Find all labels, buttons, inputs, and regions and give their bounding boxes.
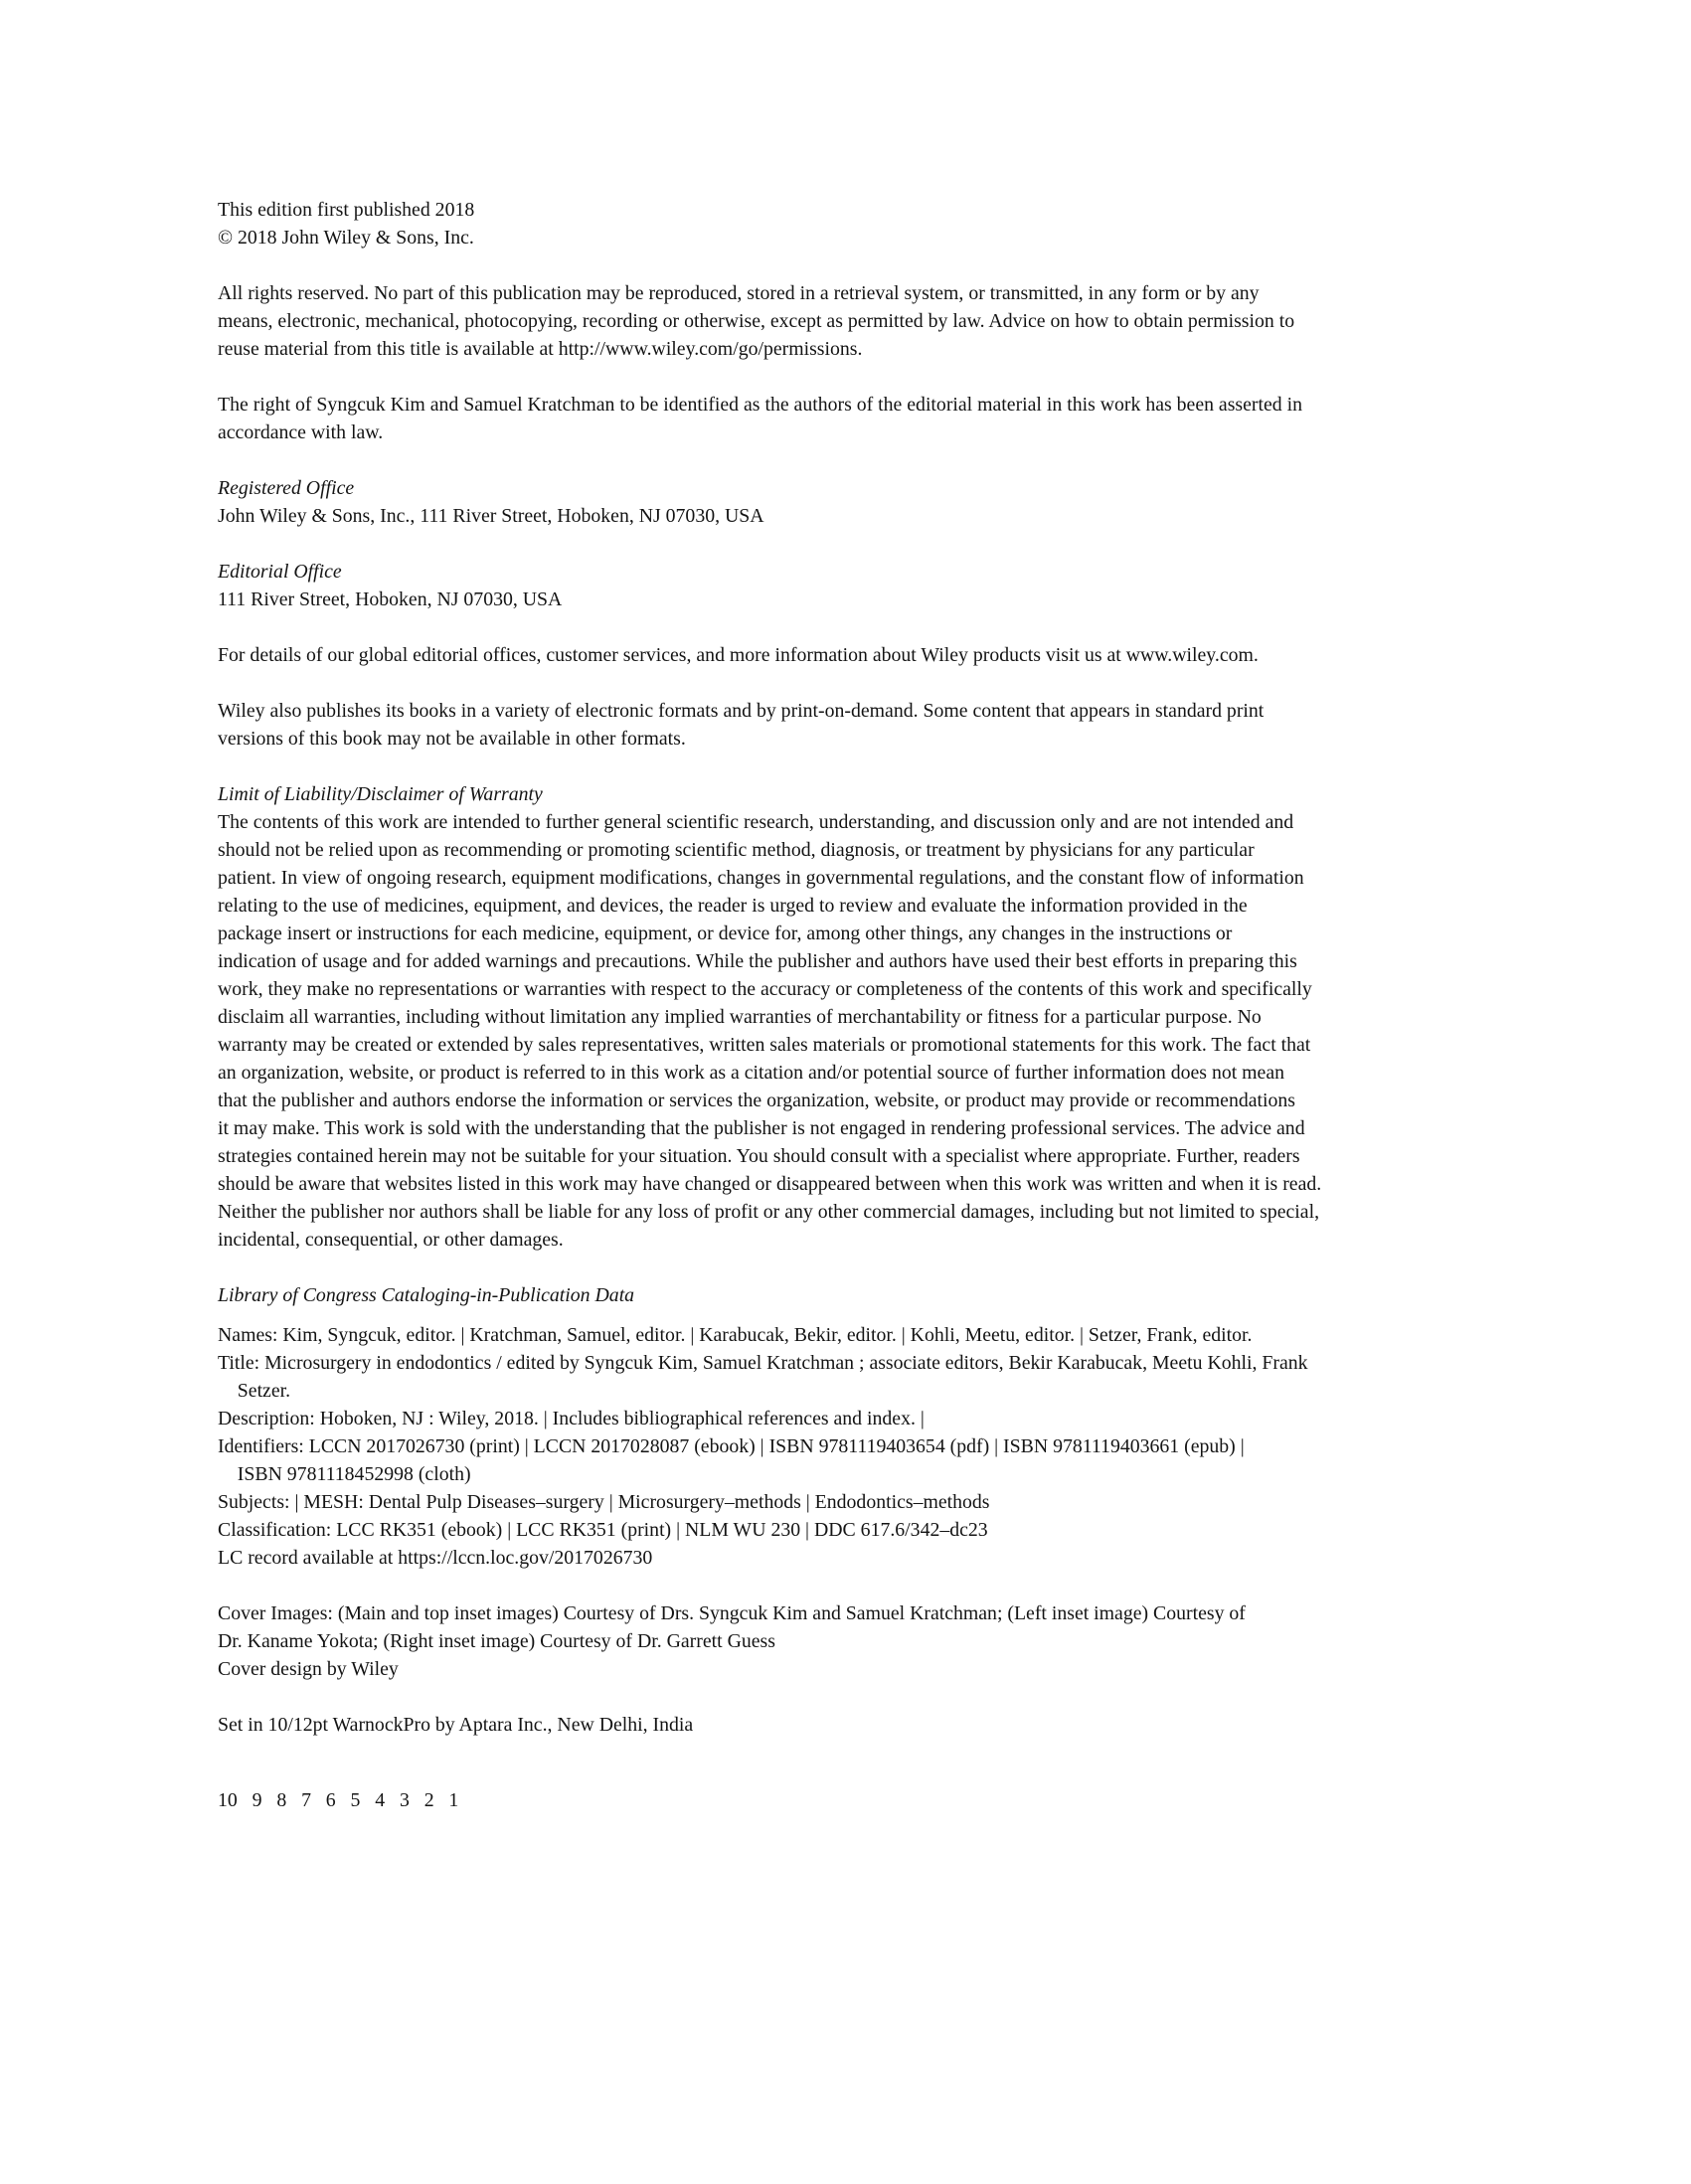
cover-credits-block	[218, 1599, 1522, 1683]
cip-data-block	[218, 1281, 1522, 1572]
text-line: incidental, consequential, or other damages.	[218, 1229, 564, 1251]
edition-lines	[218, 196, 1522, 252]
text-line: strategies contained herein may not be suitable for your situation. You should consult with a specialist where appropriate. Further, readers	[218, 1145, 1300, 1167]
authors-right-block	[218, 391, 1522, 446]
text-line: LC record available at https://lccn.loc.gov/2017026730	[218, 1547, 653, 1569]
registered-office-lines	[218, 502, 1522, 530]
text-line: © 2018 John Wiley & Sons, Inc.	[218, 227, 474, 249]
text-line: ISBN 9781118452998 (cloth)	[218, 1463, 471, 1485]
text-line: Dr. Kaname Yokota; (Right inset image) Courtesy of Dr. Garrett Guess	[218, 1630, 775, 1652]
text-line: means, electronic, mechanical, photocopying, recording or otherwise, except as permitted by law. Advice on how to obtain permission to	[218, 310, 1295, 332]
typesetting-block	[218, 1711, 1522, 1739]
text-line: Set in 10/12pt WarnockPro by Aptara Inc., New Delhi, India	[218, 1714, 694, 1736]
global-offices-lines	[218, 641, 1522, 669]
text-line: Identifiers: LCCN 2017026730 (print) | LCCN 2017028087 (ebook) | ISBN 9781119403654 (pdf) | ISBN 9781119403661 (epub) |	[218, 1435, 1245, 1457]
print-run-block	[218, 1786, 1522, 1814]
rights-reserved-block	[218, 279, 1522, 363]
text-line: The right of Syngcuk Kim and Samuel Kratchman to be identified as the authors of the editorial material in this work has been asserted in	[218, 394, 1302, 416]
typesetting-lines	[218, 1711, 1522, 1739]
text-line: John Wiley & Sons, Inc., 111 River Street, Hoboken, NJ 07030, USA	[218, 505, 764, 527]
rights-reserved-lines	[218, 279, 1522, 363]
cover-credits-lines	[218, 1599, 1522, 1683]
text-line: that the publisher and authors endorse the information or services the organization, website, or product may provide or recommendations	[218, 1090, 1295, 1111]
liability-disclaimer-lines	[218, 808, 1522, 1254]
text-line: versions of this book may not be available in other formats.	[218, 728, 686, 750]
text-line: disclaim all warranties, including without limitation any implied warranties of merchantability or fitness for a particular purpose. No	[218, 1006, 1262, 1028]
text-line: patient. In view of ongoing research, equipment modifications, changes in governmental regulations, and the constant flow of information	[218, 867, 1304, 889]
text-line: Description: Hoboken, NJ : Wiley, 2018. | Includes bibliographical references and index. |	[218, 1408, 925, 1429]
text-line: should not be relied upon as recommending or promoting scientific method, diagnosis, or treatment by physicians for any particular	[218, 839, 1255, 861]
electronic-formats-block	[218, 697, 1522, 753]
text-line: relating to the use of medicines, equipment, and devices, the reader is urged to review and evaluate the information provided in the	[218, 895, 1248, 917]
text-line: warranty may be created or extended by sales representatives, written sales materials or promotional statements for this work. The fact that	[218, 1034, 1311, 1056]
liability-disclaimer-heading: Limit of Liability/Disclaimer of Warranty	[218, 783, 543, 805]
text-line: Title: Microsurgery in endodontics / edited by Syngcuk Kim, Samuel Kratchman ; associate editors, Bekir Karabucak, Meetu Kohli, Frank	[218, 1352, 1308, 1374]
electronic-formats-lines	[218, 697, 1522, 753]
text-line: indication of usage and for added warnings and precautions. While the publisher and authors have used their best efforts in preparing this	[218, 950, 1297, 972]
text-line: Subjects: | MESH: Dental Pulp Diseases–surgery | Microsurgery–methods | Endodontics–methods	[218, 1491, 990, 1513]
editorial-office-lines	[218, 586, 1522, 613]
registered-office-heading: Registered Office	[218, 477, 355, 499]
text-line: 10 9 8 7 6 5 4 3 2 1	[218, 1789, 459, 1811]
cip-data-lines	[218, 1321, 1522, 1572]
text-line: reuse material from this title is available at http://www.wiley.com/go/permissions.	[218, 338, 863, 360]
text-line: it may make. This work is sold with the understanding that the publisher is not engaged in rendering professional services. The advice and	[218, 1117, 1305, 1139]
text-line: work, they make no representations or warranties with respect to the accuracy or completeness of the contents of this work and specifically	[218, 978, 1312, 1000]
text-line: Neither the publisher nor authors shall be liable for any loss of profit or any other commercial damages, including but not limited to special,	[218, 1201, 1320, 1223]
text-line: All rights reserved. No part of this publication may be reproduced, stored in a retrieval system, or transmitted, in any form or by any	[218, 282, 1260, 304]
edition-block	[218, 196, 1522, 252]
print-run-lines	[218, 1786, 1522, 1814]
text-line: accordance with law.	[218, 421, 384, 443]
liability-disclaimer-block	[218, 780, 1522, 1254]
text-line: The contents of this work are intended to further general scientific research, understanding, and discussion only and are not intended and	[218, 811, 1294, 833]
text-line: For details of our global editorial offices, customer services, and more information about Wiley products visit us at www.wiley.com.	[218, 644, 1259, 666]
editorial-office-block	[218, 558, 1522, 613]
text-line: package insert or instructions for each medicine, equipment, or device for, among other things, any changes in the instructions or	[218, 923, 1233, 944]
text-line: Classification: LCC RK351 (ebook) | LCC RK351 (print) | NLM WU 230 | DDC 617.6/342–dc23	[218, 1519, 988, 1541]
registered-office-block	[218, 474, 1522, 530]
authors-right-lines	[218, 391, 1522, 446]
text-line: This edition first published 2018	[218, 199, 475, 221]
text-line: Cover design by Wiley	[218, 1658, 399, 1680]
text-line: Wiley also publishes its books in a variety of electronic formats and by print-on-demand. Some content that appears in standard print	[218, 700, 1265, 722]
editorial-office-heading: Editorial Office	[218, 561, 342, 583]
text-line: 111 River Street, Hoboken, NJ 07030, USA	[218, 588, 563, 610]
text-line: Cover Images: (Main and top inset images) Courtesy of Drs. Syngcuk Kim and Samuel Kratchman; (Left inset image) Courtesy of	[218, 1602, 1246, 1624]
global-offices-block	[218, 641, 1522, 669]
text-line: Setzer.	[218, 1380, 291, 1402]
text-line: should be aware that websites listed in this work may have changed or disappeared between when this work was written and when it is read.	[218, 1173, 1322, 1195]
text-line: an organization, website, or product is referred to in this work as a citation and/or potential source of further information does not mean	[218, 1062, 1284, 1084]
text-line: Names: Kim, Syngcuk, editor. | Kratchman, Samuel, editor. | Karabucak, Bekir, editor. | Kohli, Meetu, editor. | Setzer, Frank, editor.	[218, 1324, 1253, 1346]
cip-data-heading: Library of Congress Cataloging-in-Publication Data	[218, 1284, 635, 1306]
